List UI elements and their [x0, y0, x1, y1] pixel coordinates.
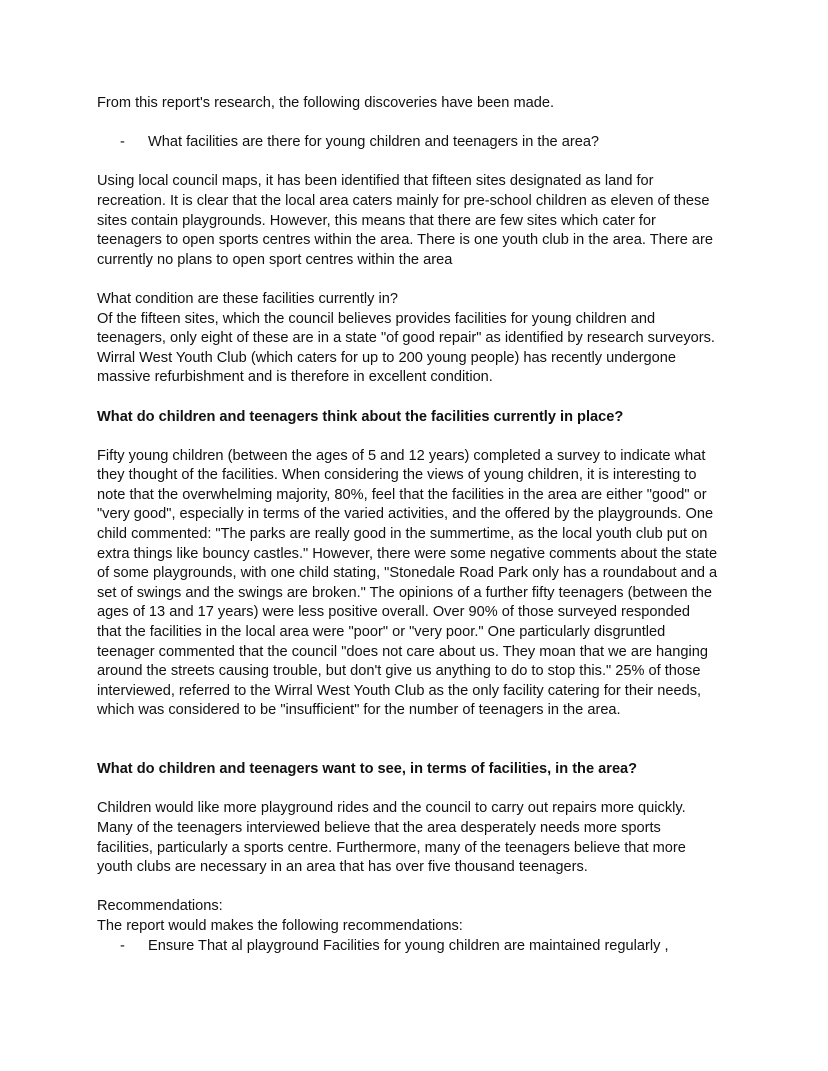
heading-opinions: What do children and teenagers think about the facilities currently in place?	[97, 408, 624, 425]
question-bullet-facilities	[97, 133, 737, 153]
document-body	[97, 94, 737, 956]
text-line: sites contain playgrounds. However, this means that there are few sites which cater for	[97, 212, 656, 229]
text-line: Wirral West Youth Club (which caters for up to 200 young people) has recently undergone	[97, 349, 676, 366]
text-line: of some playgrounds, with one child stating, "Stonedale Road Park only has a roundabout and a	[97, 565, 718, 582]
recommendation-text: Ensure That al playground Facilities for young children are maintained regularly ,	[148, 937, 669, 954]
text-line: youth clubs are necessary in an area that has over five thousand teenagers.	[97, 859, 588, 876]
heading-wants: What do children and teenagers want to see, in terms of facilities, in the area?	[97, 761, 638, 778]
recommendations-intro: The report would makes the following recommendations:	[97, 917, 463, 934]
text-line: set of swings and the swings are broken." The opinions of a further fifty teenagers (between the	[97, 584, 712, 601]
text-line: teenager commented that the council "does not care about us. They moan that we are hanging	[97, 643, 708, 660]
paragraph-condition	[97, 310, 737, 388]
text-line: Using local council maps, it has been identified that fifteen sites designated as land for	[97, 173, 654, 190]
text-line: that the facilities in the local area were "poor" or "very poor." One particularly disgruntled	[97, 624, 666, 641]
text-line: note that the overwhelming majority, 80%, feel that the facilities in the area are either "good" or	[97, 486, 707, 503]
recommendations-title: Recommendations:	[97, 898, 223, 915]
text-line: currently no plans to open sport centres within the area	[97, 251, 453, 268]
text-line: "very good", especially in terms of the varied activities, and the offered by the playgrounds. One	[97, 506, 714, 523]
text-line: Many of the teenagers interviewed believe that the area desperately needs more sports	[97, 819, 661, 836]
text-line: extra things like bouncy castles." However, there were some negative comments about the state	[97, 545, 718, 562]
question-condition: What condition are these facilities currently in?	[97, 290, 398, 307]
text-line: Fifty young children (between the ages of 5 and 12 years) completed a survey to indicate what	[97, 447, 706, 464]
recommendation-bullet	[97, 937, 737, 957]
text-line: ages of 13 and 17 years) were less positive overall. Over 90% of those surveyed responded	[97, 604, 690, 621]
text-line: facilities, particularly a sports centre. Furthermore, many of the teenagers believe that more	[97, 839, 686, 856]
text-line: recreation. It is clear that the local area caters mainly for pre-school children as eleven of these	[97, 192, 710, 209]
paragraph-opinions	[97, 447, 737, 721]
bullet-dash: -	[120, 134, 125, 151]
intro-paragraph: From this report's research, the following discoveries have been made.	[97, 95, 555, 111]
text-line: Children would like more playground rides and the council to carry out repairs more quickly.	[97, 800, 686, 817]
paragraph-facilities	[97, 172, 737, 270]
text-line: Of the fifteen sites, which the council believes provides facilities for young children and	[97, 310, 656, 327]
text-line: they thought of the facilities. When considering the views of young children, it is interesting to	[97, 467, 697, 484]
text-line: teenagers to open sports centres within the area. There is one youth club in the area. There are	[97, 232, 714, 249]
paragraph-wants	[97, 799, 737, 877]
text-line: child commented: "The parks are really good in the summertime, as the local youth club put on	[97, 526, 708, 543]
text-line: around the streets causing trouble, but don't give us anything to do to stop this." 25% of those	[97, 663, 701, 680]
text-line: teenagers, only eight of these are in a state "of good repair" as identified by research surveyors.	[97, 330, 715, 347]
text-line: massive refurbishment and is therefore in excellent condition.	[97, 369, 493, 386]
question-facilities: What facilities are there for young children and teenagers in the area?	[148, 134, 600, 151]
text-line: which was considered to be "insufficient" for the number of teenagers in the area.	[97, 702, 621, 719]
text-line: interviewed, referred to the Wirral West Youth Club as the only facility catering for their needs,	[97, 682, 702, 699]
bullet-dash: -	[120, 937, 125, 954]
